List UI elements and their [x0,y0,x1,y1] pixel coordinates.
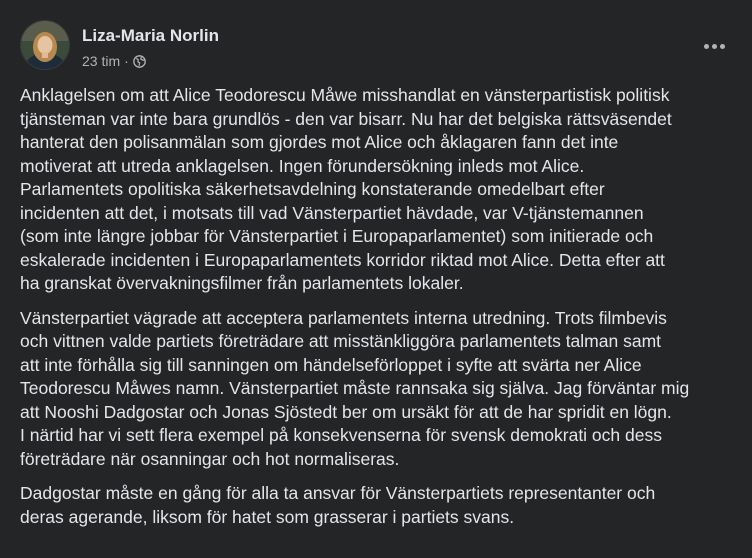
text-line: och vittnen valde partiets företrädare att misstänkliggöra parlamentets talman samt [20,331,662,351]
text-line: Teodorescu Måwes namn. Vänsterpartiet måste rannsaka sig själva. Jag förväntar mig [20,378,690,398]
text-line: I närtid har vi sett flera exempel på konsekvenserna för svensk demokrati och dess [20,425,662,445]
author-avatar[interactable] [20,20,70,70]
post-meta [82,53,146,69]
post-header [20,20,732,76]
author-name[interactable]: Liza-Maria Norlin [82,26,219,45]
more-options-icon[interactable] [696,28,732,64]
post-text [20,84,732,540]
text-line: tjänsteman var inte bara grundlös - den var bisarr. Nu har det belgiska rättsväsendet [20,108,672,129]
text-line: deras agerande, liksom för hatet som grasserar i partiets svans. [20,506,515,527]
avatar-image [21,21,69,69]
text-line: incidenten att det, i motsats till vad Vänsterpartiet hävdade, var V-tjänstemannen [20,202,644,223]
text-line: hanterat den polisanmälan som gjordes mot Alice och åklagaren fann det inte [20,132,619,152]
text-line: eskalerade incidenten i Europaparlamentets korridor riktad mot Alice. Detta efter att [20,249,665,270]
text-line: ha granskat övervakningsfilmer från parlamentets lokaler. [20,273,464,293]
post-paragraph-2 [20,307,732,472]
text-line: att inte förhålla sig till sanningen om händelseförloppet i syfte att svärta ner Alice [20,354,642,375]
text-line: (som inte längre jobbar för Vänsterpartiet i Europaparlamentet) som initierade och [20,226,654,246]
text-line: Anklagelsen om att Alice Teodorescu Måwe misshandlat en vänsterpartistisk politisk [20,85,670,105]
post-paragraph-1 [20,84,732,296]
globe-icon [133,55,146,68]
text-line: Vänsterpartiet vägrade att acceptera parlamentets interna utredning. Trots filmbevis [20,307,667,328]
post-timestamp[interactable]: 23 tim [82,53,121,69]
text-line: företrädare när osanningar och hot normaliseras. [20,448,400,469]
text-line: Parlamentets opolitiska säkerhetsavdelning konstaterande omedelbart efter [20,179,605,199]
text-line: att Nooshi Dadgostar och Jonas Sjöstedt ber om ursäkt för att de har spridit en lögn. [20,401,672,422]
meta-separator: · [124,53,129,69]
post-paragraph-3 [20,482,732,529]
text-line: motiverat att utreda anklagelsen. Ingen förundersökning inleds mot Alice. [20,155,585,176]
text-line: Dadgostar måste en gång för alla ta ansvar för Vänsterpartiets representanter och [20,483,656,503]
